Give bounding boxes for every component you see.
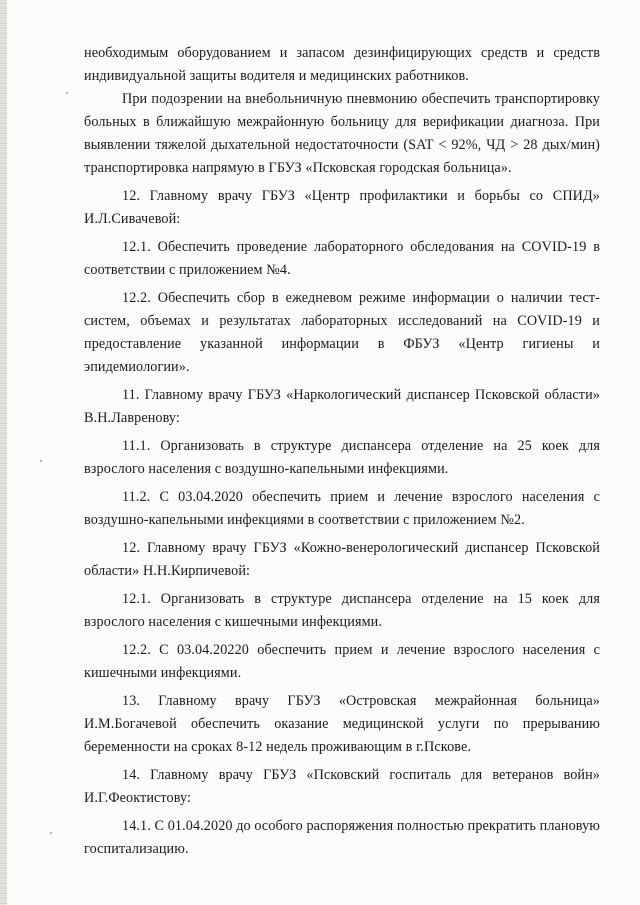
paragraph-item-14-veterans: 14. Главному врачу ГБУЗ «Псковский госпиталь для ветеранов войн» И.Г.Феоктистову: (84, 767, 600, 806)
paragraph-item-12-1: 12.1. Обеспечить проведение лабораторного обследования на COVID-19 в соответствии с приложением №4. (84, 239, 600, 278)
paragraph-item-12-2-dermatology: 12.2. С 03.04.20220 обеспечить прием и лечение взрослого населения с кишечными инфекциями. (84, 642, 600, 681)
scan-speck (50, 832, 52, 834)
document-page (84, 42, 600, 861)
scan-speck (66, 92, 68, 94)
paragraph-item-12-2: 12.2. Обеспечить сбор в ежедневом режиме информации о наличии тест-систем, объемах и результатах лабораторных исследований на COVID-19 и предоставление указанной информации в ФБУЗ «Центр гигиены и эпидемиологии». (84, 290, 600, 375)
paragraph-item-11-1: 11.1. Организовать в структуре диспансера отделение на 25 коек для взрослого населения с воздушно-капельными инфекциями. (84, 438, 600, 477)
paragraph-item-14-1: 14.1. С 01.04.2020 до особого распоряжения полностью прекратить плановую госпитализацию. (84, 818, 601, 857)
paragraph-item-12-dermatology: 12. Главному врачу ГБУЗ «Кожно-венерологический диспансер Псковской области» Н.Н.Кирпичевой: (84, 540, 600, 579)
paragraph-pneumonia-transport: При подозрении на внебольничную пневмонию обеспечить транспортировку больных в ближайшую межрайонную больницу для верификации диагноза. При выявлении тяжелой дыхательной недостаточности (SAT < 92%, ЧД > 28 дых/мин) транспортировка напрямую в ГБУЗ «Псковская городская больница». (84, 91, 600, 176)
paragraph-item-13-ostrov: 13. Главному врачу ГБУЗ «Островская межрайонная больница» И.М.Богачевой обеспечить оказание медицинской услуги по прерыванию беременности на сроках 8-12 недель проживающим в г.Пскове. (84, 693, 600, 755)
scan-edge (0, 0, 7, 905)
paragraph-item-11-2: 11.2. С 03.04.2020 обеспечить прием и лечение взрослого населения с воздушно-капельными инфекциями в соответствии с приложением №2. (84, 489, 600, 528)
paragraph-item-12-1-dermatology: 12.1. Организовать в структуре диспансера отделение на 15 коек для взрослого населения с кишечными инфекциями. (84, 591, 600, 630)
paragraph-continuation: необходимым оборудованием и запасом дезинфицирующих средств и средств индивидуальной защиты водителя и медицинских работников. (84, 45, 600, 84)
scan-speck (40, 460, 42, 462)
paragraph-item-11-narcology: 11. Главному врачу ГБУЗ «Наркологический диспансер Псковской области» В.Н.Лавренову: (84, 387, 600, 426)
paragraph-item-12-aids-center: 12. Главному врачу ГБУЗ «Центр профилактики и борьбы со СПИД» И.Л.Сивачевой: (84, 188, 600, 227)
